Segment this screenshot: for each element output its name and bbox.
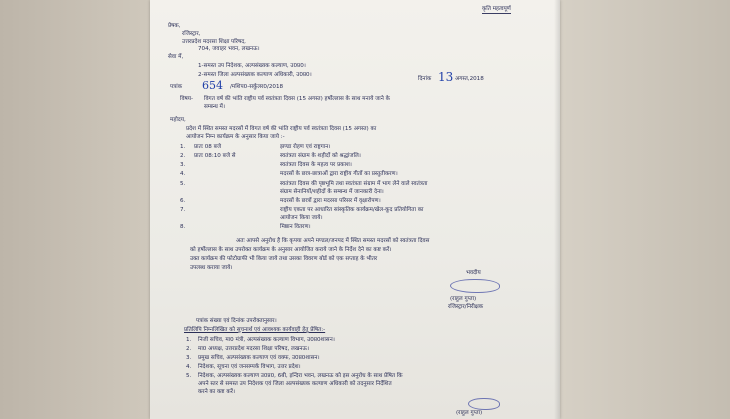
- body-intro-line-1: प्रदेश में स्थित समस्त मदरसों में विगत वर्ष की भांति राष्ट्रीय पर्व स्वतंत्रता दिवस (15 अगस्त) का: [186, 126, 377, 132]
- schedule-item: मदरसों के छात्र-छात्राओं द्वारा राष्ट्रीय गीतों का प्रस्तुतीकरण।: [280, 171, 398, 177]
- request-line-3: उक्त कार्यक्रम की फोटोग्राफी भी किया जाये तथा उसका विवरण बोर्ड को एक सप्ताह के भीतर: [190, 256, 378, 262]
- salutation: महोदय,: [170, 117, 186, 123]
- schedule-item-cont: संग्राम सेनानियों/शहीदों के सम्बन्ध में जानकारी देना।: [280, 189, 384, 195]
- from-label: प्रेषक,: [168, 23, 181, 29]
- to-label: सेवा में,: [168, 54, 184, 60]
- request-line-2: को हर्षोल्लास के साथ उपरोक्त कार्यक्रम के अनुसार आयोजित कराये जाने के निर्देश देने का कष्ट करें।: [190, 247, 392, 253]
- letter-number-handwritten: 654: [202, 79, 223, 92]
- schedule-item: स्वतंत्रता दिवस की पृष्ठभूमि तथा स्वतंत्रता संग्राम में भाग लेने वाले स्वतंत्रता: [280, 181, 428, 187]
- schedule-time: प्रातः 08 बजे: [194, 144, 221, 150]
- endorsement-signature-scribble: [468, 398, 500, 410]
- request-line-4: उपलब्ध कराया जाये।: [190, 265, 233, 271]
- page-edge-shadow: [554, 0, 560, 419]
- yours-faithfully: भवदीय: [466, 270, 481, 276]
- recipient-1: 1-समस्त उप निदेशक, अल्पसंख्यक कल्याण, उ0प्र0।: [198, 63, 306, 69]
- schedule-number: 6.: [180, 198, 186, 204]
- signatory-name: (राहुल गुप्ता): [450, 296, 477, 302]
- schedule-number: 2.: [180, 153, 186, 159]
- endorsement-item-cont: अपने स्तर से समस्त उप निदेशक एवं जिला अल्पसंख्यक कल्याण अधिकारी को तदनुसार निर्देशित: [198, 381, 392, 387]
- date-prefix: दिनांक: [418, 76, 432, 82]
- endorsement-number: 1.: [186, 337, 192, 343]
- schedule-number: 7.: [180, 207, 186, 213]
- endorsement-number: 5.: [186, 373, 192, 379]
- endorsement-sign-name: (राहुल गुप्ता): [456, 410, 483, 416]
- endorsement-item: निजी सचिव, मा0 मंत्री, अल्पसंख्यक कल्याण विभाग, उ0प्र0शासन।: [198, 337, 335, 343]
- sender-office: उत्तरप्रदेश मदरसा शिक्षा परिषद,: [182, 39, 246, 45]
- signatory-designation: रजिस्ट्रार/निरीक्षक: [448, 304, 484, 310]
- schedule-item: मिष्ठान वितरण।: [280, 224, 311, 230]
- top-right-note: कृति महत्वपूर्ण: [482, 6, 511, 12]
- subject-line-1: विगत वर्ष की भांति राष्ट्रीय पर्व स्वतंत्रता दिवस (15 अगस्त) हर्षोल्लास के साथ मनाये जाने के: [204, 96, 390, 102]
- recipient-2: 2-समस्त जिला अल्पसंख्यक कल्याण अधिकारी, उ0प्र0।: [198, 72, 312, 78]
- letter-number-rest: /मशिप0-सर्कुलर0/2018: [230, 84, 284, 90]
- schedule-number: 8.: [180, 224, 186, 230]
- schedule-number: 1.: [180, 144, 186, 150]
- endorsement-item: निदेशक, अल्पसंख्यक कल्याण उ0प्र0, 6बी, इन्दिरा भवन, लखनऊ को इस अनुरोध के साथ प्रेषित कि: [198, 373, 403, 379]
- schedule-item: मदरसों के छात्रों द्वारा मदरसा परिसर में वृक्षारोपण।: [280, 198, 381, 204]
- subject-line-2: सम्बन्ध में।: [204, 104, 226, 110]
- body-intro-line-2: आयोजन निम्न कार्यक्रम के अनुसार किया जाये :-: [186, 134, 285, 140]
- subject-label: विषय-: [180, 96, 194, 102]
- schedule-number: 4.: [180, 171, 186, 177]
- sender-title: रजिस्ट्रार,: [182, 31, 201, 37]
- endorsement-item: मा0 अध्यक्ष, उत्तरप्रदेश मदरसा शिक्षा परिषद, लखनऊ।: [198, 346, 310, 352]
- endorsement-item-cont: करने का कष्ट करें।: [198, 389, 236, 395]
- endorsement-number: 2.: [186, 346, 192, 352]
- endorsement-number: 3.: [186, 355, 192, 361]
- endorsement-intro: प्रतिलिपि निम्नलिखित को सूचनार्थ एवं आवश्यक कार्यवाही हेतु प्रेषित:-: [184, 327, 326, 333]
- schedule-number: 5.: [180, 181, 186, 187]
- schedule-number: 3.: [180, 162, 186, 168]
- signature-scribble: [450, 279, 500, 293]
- letter-number-label: पत्रांक: [170, 84, 183, 90]
- schedule-item-cont: आयोजन किया जाये।: [280, 215, 323, 221]
- letter-page: [150, 0, 560, 419]
- endorsement-item: प्रमुख सचिव, अल्पसंख्यक कल्याण एवं वक्फ, उ0प्र0शासन।: [198, 355, 320, 361]
- endorsement-heading: पत्रांक संख्या एवं दिनांक उपरोक्तानुसार।: [196, 318, 277, 324]
- request-line-1: अतः आपसे अनुरोध है कि कृपया अपने मण्डल/जनपद में स्थित समस्त मदरसों को स्वतंत्रता दिवस: [236, 238, 430, 244]
- schedule-item: झण्डा रोहण एवं राष्ट्रगान।: [280, 144, 331, 150]
- schedule-time: प्रातः 08:10 बजे से: [194, 153, 236, 159]
- date-day-handwritten: 13: [438, 70, 454, 84]
- background-left: [0, 0, 150, 419]
- schedule-item: स्वतंत्रता दिवस के महत्व पर प्रकाश।: [280, 162, 352, 168]
- sender-address: 704, जवाहर भवन, लखनऊ।: [198, 46, 260, 52]
- endorsement-number: 4.: [186, 364, 192, 370]
- date-rest: अगस्त,2018: [455, 76, 484, 82]
- background-right: [560, 0, 730, 419]
- endorsement-item: निदेशक, सूचना एवं जनसम्पर्क विभाग, उत्तर प्रदेश।: [198, 364, 301, 370]
- schedule-item: राष्ट्रीय एकता पर आधारित सांस्कृतिक कार्यक्रम/खेल-कूद प्रतियोगिता का: [280, 207, 424, 213]
- schedule-item: स्वतंत्रता संग्राम के शहीदों को श्रद्धांजलि।: [280, 153, 361, 159]
